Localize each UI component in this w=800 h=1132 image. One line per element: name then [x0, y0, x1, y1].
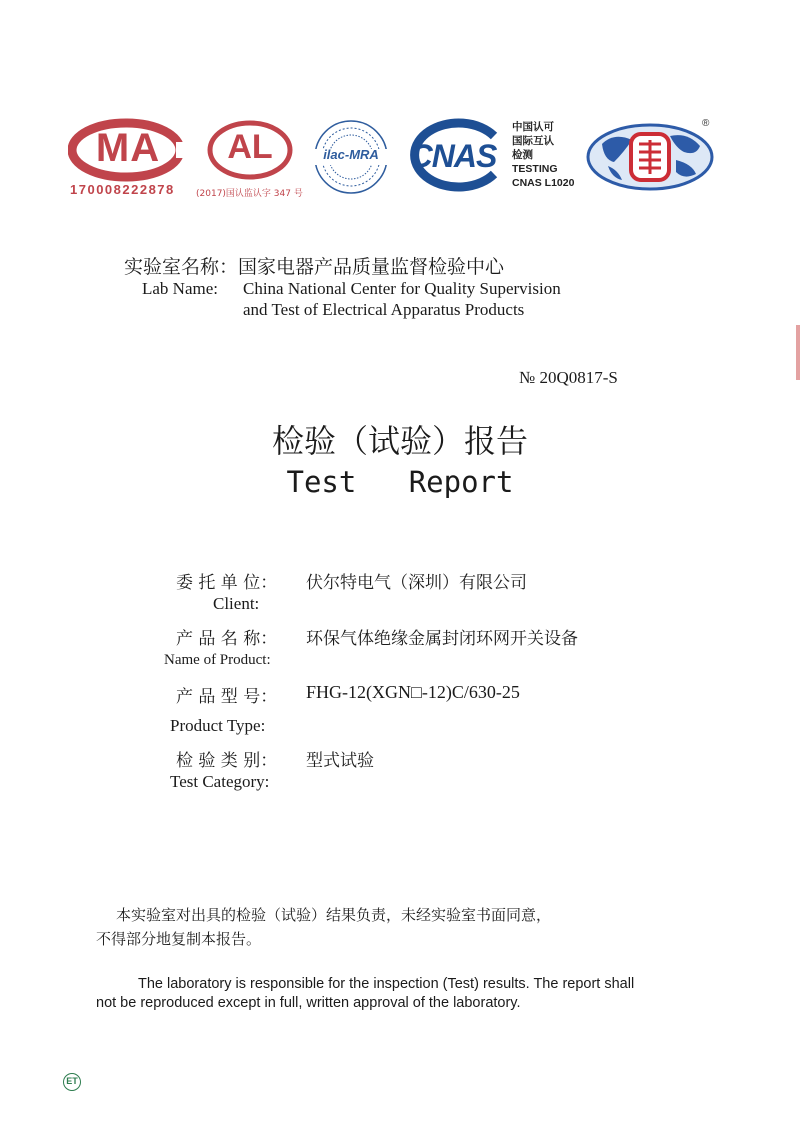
product-name-value: 环保气体绝缘金属封闭环网开关设备 [306, 629, 578, 649]
statement-zh-line2: 不得部分地复制本报告。 [96, 930, 262, 948]
product-type-value: FHG-12(XGN□-12)C/630-25 [306, 682, 520, 702]
footer-logo-label: ET [66, 1076, 78, 1086]
ilac-mra-label: ilac-MRA [323, 147, 379, 162]
globe-logo [584, 122, 716, 192]
registered-mark: ® [702, 118, 710, 129]
cma-number: 170008222878 [70, 182, 175, 197]
mutual-recognition-line2: 国际互认 [512, 135, 554, 147]
lab-name-en-line2: and Test of Electrical Apparatus Products [243, 300, 525, 319]
test-category-label-zh: 检 验 类 别： [176, 751, 278, 771]
product-name-label-zh: 产 品 名 称： [176, 629, 278, 649]
cal-cert-number: (2017)国认监认字 347 号 [196, 189, 303, 199]
cal-label: AL [227, 128, 273, 166]
test-category-label-en: Test Category: [170, 772, 270, 791]
lab-name-zh: 实验室名称：国家电器产品质量监督检验中心 [124, 256, 505, 278]
accreditation-logos [0, 0, 800, 210]
report-number: № 20Q0817-S [519, 368, 618, 387]
product-type-label-en: Product Type: [170, 716, 266, 735]
mutual-recognition-block [512, 120, 574, 190]
client-label-en: Client: [213, 594, 260, 613]
scan-edge-mark [796, 325, 800, 380]
mutual-recognition-line1: 中国认可 [512, 121, 554, 133]
product-type-label-zh: 产 品 型 号： [176, 687, 278, 707]
title-zh: 检验（试验）报告 [271, 422, 528, 460]
statement-zh-line1: 本实验室对出具的检验（试验）结果负责，未经实验室书面同意， [116, 906, 552, 924]
lab-name-label-en: Lab Name: [142, 279, 218, 298]
client-label-zh: 委 托 单 位： [176, 573, 278, 593]
mutual-recognition-line5: CNAS L1020 [512, 177, 575, 189]
product-name-label-en: Name of Product: [164, 652, 271, 668]
lab-name-en-line1: China National Center for Quality Supervision [243, 279, 561, 298]
report-fields [0, 560, 800, 810]
mutual-recognition-line4: TESTING [512, 163, 558, 175]
statement-en-line1: The laboratory is responsible for the inspection (Test) results. The report shall [138, 976, 635, 992]
test-category-value: 型式试验 [306, 751, 374, 771]
cnas-label: CNAS [409, 138, 497, 174]
footer-logo-mark [63, 1073, 81, 1091]
client-value: 伏尔特电气（深圳）有限公司 [306, 573, 527, 593]
statement-en-line2: not be reproduced except in full, written approval of the laboratory. [96, 995, 521, 1011]
cma-label: MA [95, 126, 161, 170]
mutual-recognition-line3: 检测 [512, 149, 533, 161]
title-en: Test Report [286, 465, 514, 499]
